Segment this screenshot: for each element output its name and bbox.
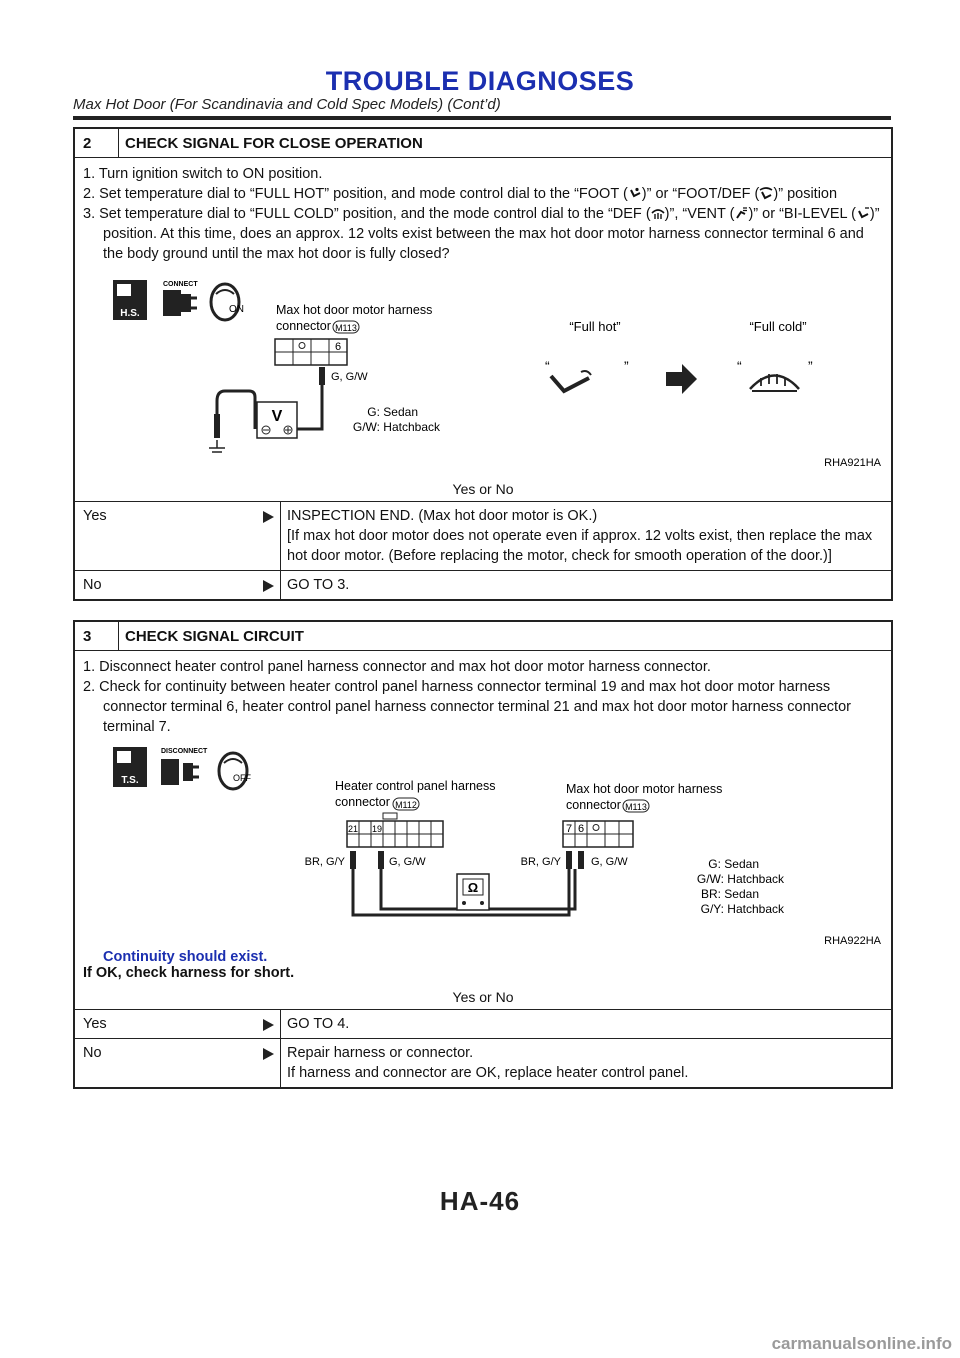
full-cold-label: “Full cold”	[749, 319, 807, 334]
step-2-line-3-text-d: )” position. At this time, does an approx. 12 volts exist between the max hot door motor harness connector terminal 6 and the body ground until the max hot door is fully closed?	[103, 206, 880, 262]
step-3-yes-row	[75, 1009, 891, 1038]
step-3-no-label: No	[83, 1045, 102, 1061]
wire-label-g-gw-left: G, G/W	[389, 856, 426, 868]
legend-br-sedan: BR: Sedan	[700, 887, 759, 901]
step-3-no-text-1: Repair harness or connector.	[287, 1045, 474, 1061]
step-3-no-text-2: If harness and connector are OK, replace heater control panel.	[287, 1065, 689, 1081]
def-mode-icon	[651, 207, 665, 220]
step-2-wiring-diagram	[75, 264, 891, 479]
step-3-line-2: 2. Check for continuity between heater control panel harness connector terminal 19 and max hot door motor harness connector terminal 6, heater control panel harness connector terminal 21 and max hot door motor harness connector terminal 7.	[83, 679, 851, 735]
cold-quote-open: “	[737, 358, 742, 374]
ohmmeter	[457, 874, 489, 910]
step-2-line-2-text-b: )” or “FOOT/DEF (	[641, 186, 760, 202]
watermark: carmanualsonline.info	[771, 1334, 952, 1353]
page-subtitle: Max Hot Door (For Scandinavia and Cold Spec Models) (Cont’d)	[73, 96, 501, 113]
hot-quote-open: “	[545, 358, 550, 374]
page-title: TROUBLE DIAGNOSES	[325, 66, 635, 96]
result-arrow-icon	[263, 580, 274, 592]
ts-icon-label: T.S.	[121, 775, 139, 786]
step-2-line-1: 1. Turn ignition switch to ON position.	[83, 166, 323, 182]
max-hot-door-connector	[275, 339, 347, 365]
figure-code-rha922ha: RHA922HA	[824, 935, 881, 947]
step-2-line-2-text-a: 2. Set temperature dial to “FULL HOT” position, and mode control dial to the “FOOT (	[83, 186, 628, 202]
ts-icon	[113, 747, 147, 787]
figure-code-rha921ha: RHA921HA	[824, 457, 881, 469]
connector-label-line-2: connector	[276, 319, 331, 333]
step-2-no-label: No	[83, 577, 102, 593]
step-3-yes-text: GO TO 4.	[287, 1016, 350, 1032]
step-2-header	[75, 129, 891, 158]
wire-label-br-gy-right: BR, G/Y	[520, 856, 561, 868]
connector-id-m113: M113	[625, 802, 647, 812]
step-3-no-row	[75, 1038, 891, 1087]
legend-g-sedan: G: Sedan	[708, 857, 759, 871]
step-3-title: CHECK SIGNAL CIRCUIT	[125, 627, 304, 645]
defrost-cold-icon	[750, 374, 799, 391]
step-2-yes-label: Yes	[83, 508, 107, 524]
step-3-figure	[75, 737, 891, 949]
hs-icon	[113, 280, 147, 320]
diagnosis-step-2	[73, 127, 893, 601]
voltmeter	[257, 402, 297, 438]
step-2-figure	[75, 264, 891, 479]
step-3-wiring-diagram	[75, 737, 891, 949]
right-connector-label-1: Max hot door motor harness	[566, 782, 723, 796]
step-2-line-3-text-b: )”, “VENT (	[664, 206, 735, 222]
foot-mode-icon	[628, 187, 642, 200]
full-hot-label: “Full hot”	[569, 319, 621, 334]
vent-mode-icon	[734, 207, 748, 220]
disconnect-icon-label: DISCONNECT	[161, 748, 208, 755]
cold-quote-close: ”	[808, 358, 813, 374]
bi-level-mode-icon	[856, 207, 870, 220]
result-arrow-icon	[263, 1048, 274, 1060]
step-2-yes-text-1: INSPECTION END. (Max hot door motor is OK.)	[287, 508, 598, 524]
legend-gw-hatchback: G/W: Hatchback	[696, 872, 784, 886]
right-connector-label-2: connector	[566, 798, 621, 812]
foot-hot-icon	[551, 371, 591, 391]
continuity-note: Continuity should exist.	[103, 949, 268, 965]
step-2-no-text: GO TO 3.	[287, 577, 350, 593]
voltmeter-symbol: V	[271, 408, 283, 425]
step-3-yes-no: Yes or No	[452, 989, 514, 1005]
ignition-on-label: ON	[229, 304, 244, 315]
step-3-yes-label: Yes	[83, 1016, 107, 1032]
step-2-line-3	[83, 204, 883, 264]
header-rule	[73, 116, 891, 120]
wire-label-g-gw-right: G, G/W	[591, 856, 628, 868]
step-2-title: CHECK SIGNAL FOR CLOSE OPERATION	[125, 134, 423, 152]
page-header	[0, 66, 960, 97]
terminal-6-label: 6	[577, 823, 585, 835]
step-2-yes-no: Yes or No	[452, 481, 514, 497]
ignition-key-off-icon	[219, 753, 251, 789]
left-connector-label-2: connector	[335, 795, 390, 809]
step-3-instructions	[75, 651, 891, 737]
wire-color-label: G, G/W	[331, 371, 368, 383]
ignition-key-icon	[211, 284, 244, 320]
connector-id-m112: M112	[395, 800, 417, 810]
hs-icon-label: H.S.	[120, 308, 140, 319]
step-2-line-2-text-c: )” position	[773, 186, 838, 202]
step-2-instructions	[75, 158, 891, 264]
max-hot-door-connector	[563, 821, 633, 847]
terminal-19-label: 19	[371, 824, 383, 834]
disconnect-icon	[161, 748, 208, 785]
step-2-line-2	[83, 184, 883, 204]
step-3-line-1: 1. Disconnect heater control panel harness connector and max hot door motor harness connector.	[83, 659, 711, 675]
connect-icon	[163, 281, 198, 316]
step-3-notes	[75, 949, 891, 981]
left-connector-label-1: Heater control panel harness	[335, 779, 496, 793]
legend-sedan: G: Sedan	[367, 405, 418, 419]
page-number: HA-46	[439, 1186, 521, 1216]
step-2-line-3-text-c: )” or “BI-LEVEL (	[748, 206, 856, 222]
short-check-note: If OK, check harness for short.	[83, 965, 295, 981]
result-arrow-icon	[263, 1019, 274, 1031]
step-2-line-3-text-a: 3. Set temperature dial to “FULL COLD” position, and the mode control dial to the “DEF (	[83, 206, 651, 222]
right-arrow-icon	[666, 364, 697, 394]
terminal-21-label: 21	[347, 824, 359, 834]
ignition-off-label: OFF	[233, 773, 251, 783]
terminal-7-label: 7	[565, 823, 573, 835]
legend-hatchback: G/W: Hatchback	[352, 420, 440, 434]
foot-def-mode-icon	[759, 187, 773, 200]
hot-quote-close: ”	[624, 358, 629, 374]
connector-label-line-1: Max hot door motor harness	[276, 303, 433, 317]
step-3-number: 3	[75, 622, 119, 650]
connect-icon-label: CONNECT	[163, 281, 198, 288]
step-2-yes-text-2: [If max hot door motor does not operate even if approx. 12 volts exist, then replace the max hot door motor. (Before replacing the motor, check for smooth operation of the door.)]	[287, 528, 873, 564]
heater-control-panel-connector	[347, 813, 443, 847]
step-3-header	[75, 622, 891, 651]
diagnosis-step-3	[73, 620, 893, 1089]
wire-label-br-gy-left: BR, G/Y	[304, 856, 345, 868]
legend-gy-hatchback: G/Y: Hatchback	[700, 902, 784, 916]
connector-id-m113: M113	[335, 323, 357, 333]
ohmmeter-symbol: Ω	[467, 880, 479, 895]
terminal-6-label: 6	[334, 341, 342, 353]
step-2-number: 2	[75, 129, 119, 157]
step-2-no-row	[75, 570, 891, 599]
result-arrow-icon	[263, 511, 274, 523]
step-2-yes-row	[75, 501, 891, 570]
